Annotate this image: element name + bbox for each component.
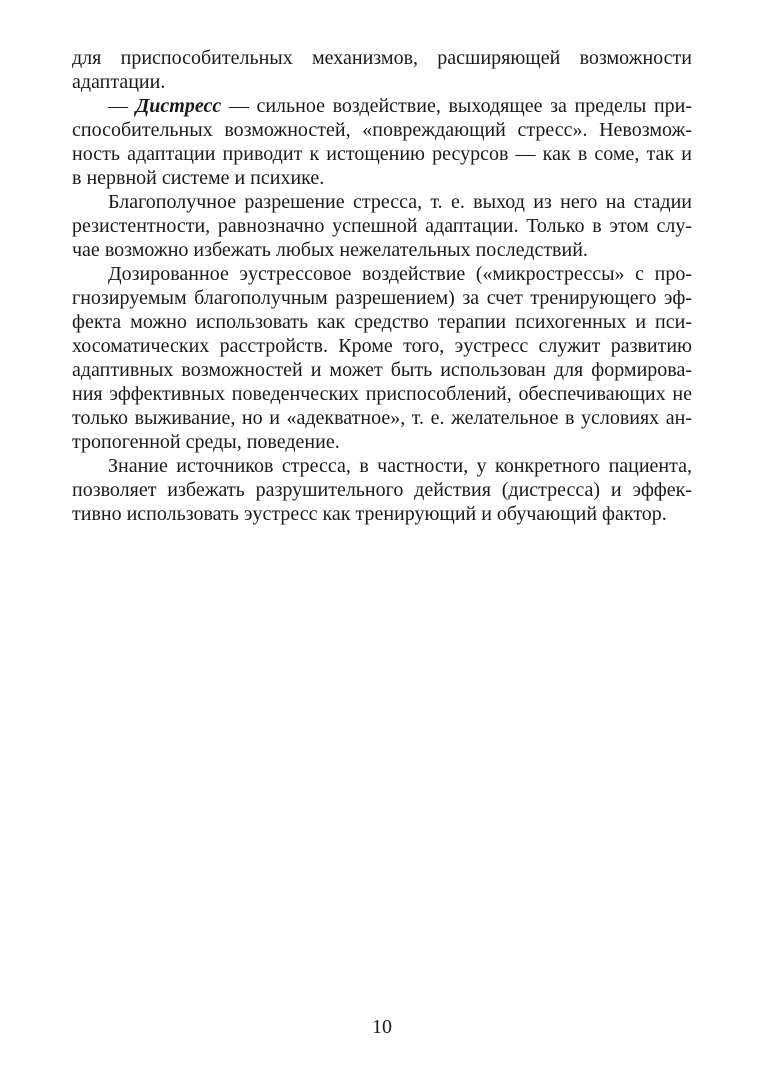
text-segment: для приспособительных механизмов, расширяющей возможности bbox=[72, 47, 692, 69]
text-line bbox=[72, 406, 692, 430]
text-line bbox=[72, 358, 692, 382]
text-segment: способительных возможностей, «повреждающий стресс». Невозмож- bbox=[72, 119, 692, 141]
text-line bbox=[72, 118, 692, 142]
text-line bbox=[72, 238, 692, 262]
text-segment: тивно использовать эустресс как тренирующий и обучающий фактор. bbox=[72, 503, 667, 525]
text-line bbox=[72, 214, 692, 238]
text-segment: Благополучное разрешение стресса, т. е. выход из него на стадии bbox=[108, 191, 692, 213]
text-segment: Знание источников стресса, в частности, у конкретного пациента, bbox=[108, 455, 692, 477]
text-segment: хосоматических расстройств. Кроме того, эустресс служит развитию bbox=[72, 335, 692, 357]
text-segment: фекта можно использовать как средство терапии психогенных и пси- bbox=[72, 311, 692, 333]
text-segment: позволяет избежать разрушительного действия (дистресса) и эффек- bbox=[72, 479, 692, 501]
text-line bbox=[72, 454, 692, 478]
text-line bbox=[72, 334, 692, 358]
paragraph bbox=[72, 46, 692, 94]
paragraph bbox=[72, 94, 692, 190]
text-segment: адаптивных возможностей и может быть использован для формирова- bbox=[72, 359, 692, 381]
text-segment: резистентности, равнозначно успешной адаптации. Только в этом слу- bbox=[72, 215, 692, 237]
text-line bbox=[72, 94, 692, 118]
text-line bbox=[72, 430, 692, 454]
text-line bbox=[72, 382, 692, 406]
text-line bbox=[72, 46, 692, 70]
page-number: 10 bbox=[372, 1016, 392, 1038]
text-line bbox=[72, 478, 692, 502]
text-block bbox=[72, 46, 692, 526]
paragraph bbox=[72, 190, 692, 262]
text-line bbox=[72, 286, 692, 310]
text-segment: ния эффективных поведенческих приспособлений, обеспечивающих не bbox=[72, 383, 692, 405]
text-line bbox=[72, 262, 692, 286]
text-line bbox=[72, 310, 692, 334]
paragraph bbox=[72, 262, 692, 454]
text-segment: в нервной системе и психике. bbox=[72, 167, 325, 189]
text-segment: адаптации. bbox=[72, 71, 166, 93]
text-segment: — bbox=[108, 95, 136, 117]
text-line bbox=[72, 190, 692, 214]
text-segment: тропогенной среды, поведение. bbox=[72, 431, 340, 453]
paragraph bbox=[72, 454, 692, 526]
text-segment: — сильное воздействие, выходящее за пределы при- bbox=[221, 95, 693, 117]
text-segment: чае возможно избежать любых нежелательных последствий. bbox=[72, 239, 588, 261]
text-line bbox=[72, 502, 692, 526]
text-line bbox=[72, 70, 692, 94]
text-segment: гнозируемым благополучным разрешением) за счет тренирующего эф- bbox=[72, 287, 692, 309]
text-segment: ность адаптации приводит к истощению ресурсов — как в соме, так и bbox=[72, 143, 692, 165]
text-line bbox=[72, 166, 692, 190]
text-segment: только выживание, но и «адекватное», т. е. желательное в условиях ан- bbox=[72, 407, 692, 429]
text-line bbox=[72, 142, 692, 166]
emphasized-term: Дистресс bbox=[135, 95, 222, 117]
text-segment: Дозированное эустрессовое воздействие («микрострессы» с про- bbox=[108, 263, 692, 285]
